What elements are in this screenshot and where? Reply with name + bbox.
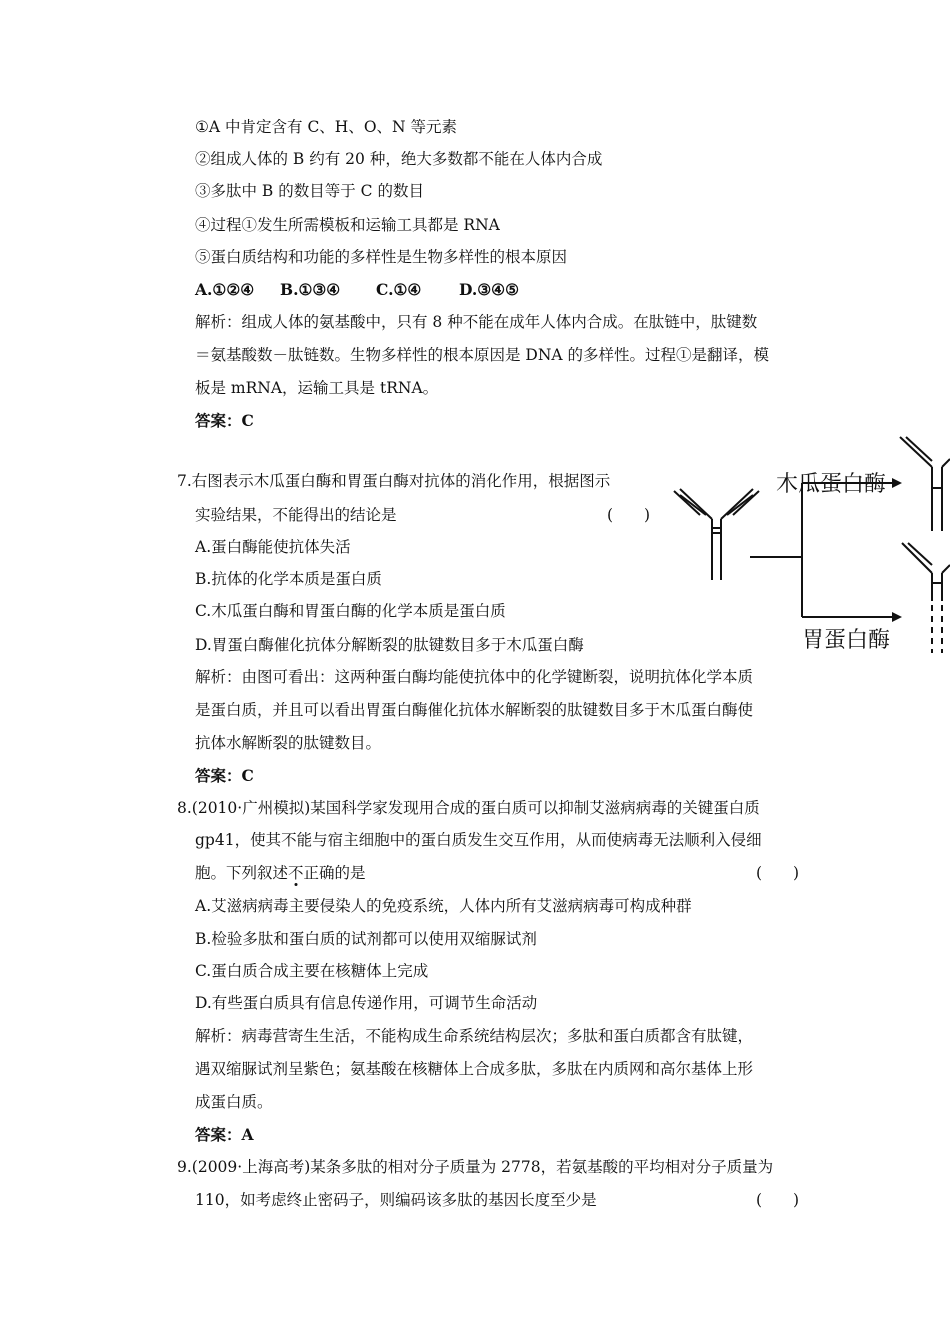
q7-option-b: B.抗体的化学本质是蛋白质 (195, 570, 382, 588)
q8-option-d: D.有些蛋白质具有信息传递作用，可调节生命活动 (195, 994, 538, 1012)
q9-stem-line-1: 9.(2009·上海高考)某条多肽的相对分子质量为 2778，若氨基酸的平均相对分子质量为 (177, 1158, 774, 1176)
q7-analysis-line-1: 解析：由图可看出：这两种蛋白酶均能使抗体中的化学键断裂，说明抗体化学本质 (195, 668, 754, 686)
q7-option-c: C.木瓜蛋白酶和胃蛋白酶的化学本质是蛋白质 (195, 602, 506, 620)
label-pepsin: 胃蛋白酶 (802, 628, 891, 653)
q9-stem-line-2: 110，如考虑终止密码子，则编码该多肽的基因长度至少是 (195, 1191, 597, 1209)
q8-option-b: B.检验多肽和蛋白质的试剂都可以使用双缩脲试剂 (195, 930, 537, 948)
q6-analysis-line-2: ＝氨基酸数－肽链数。生物多样性的根本原因是 DNA 的多样性。过程①是翻译，模 (195, 346, 770, 364)
q7-stem-line-2: 实验结果，不能得出的结论是 (195, 506, 397, 524)
q7-option-d: D.胃蛋白酶催化抗体分解断裂的肽键数目多于木瓜蛋白酶 (195, 636, 584, 654)
q9-answer-paren: ( ) (756, 1191, 800, 1209)
q8-option-a: A.艾滋病病毒主要侵染人的免疫系统，人体内所有艾滋病病毒可构成种群 (195, 897, 692, 915)
q7-answer-paren: ( ) (607, 506, 651, 524)
label-papain: 木瓜蛋白酶 (776, 472, 887, 497)
statement-4: ④过程①发生所需模板和运输工具都是 RNA (195, 216, 500, 234)
q8-stem-text-b: 正确的是 (303, 864, 366, 882)
statement-5: ⑤蛋白质结构和功能的多样性是生物多样性的根本原因 (195, 248, 568, 266)
q8-analysis-line-2: 遇双缩脲试剂呈紫色；氨基酸在核糖体上合成多肽，多肽在内质网和高尔基体上形 (195, 1060, 754, 1078)
q6-option-c: C.①④ (376, 280, 422, 299)
q6-option-b: B.①③④ (280, 280, 341, 299)
q6-option-d: D.③④⑤ (459, 280, 519, 299)
q7-answer: 答案：C (195, 766, 254, 785)
q7-analysis-line-3: 抗体水解断裂的肽键数目。 (195, 734, 382, 752)
q6-analysis-line-1: 解析：组成人体的氨基酸中，只有 8 种不能在成年人体内合成。在肽链中，肽键数 (195, 313, 758, 331)
q8-answer: 答案：A (195, 1125, 254, 1144)
statement-1: ①A 中肯定含有 C、H、O、N 等元素 (195, 118, 458, 136)
q7-stem-line-1: 7.右图表示木瓜蛋白酶和胃蛋白酶对抗体的消化作用，根据图示 (177, 472, 611, 490)
q7-option-a: A.蛋白酶能使抗体失活 (195, 538, 351, 556)
q6-answer: 答案：C (195, 411, 254, 430)
statement-2: ②组成人体的 B 约有 20 种，绝大多数都不能在人体内合成 (195, 150, 603, 168)
q8-answer-paren: ( ) (756, 864, 800, 882)
q8-stem-line-3 (195, 863, 366, 883)
q8-stem-line-2: gp41，使其不能与宿主细胞中的蛋白质发生交互作用，从而使病毒无法顺利入侵细 (195, 831, 762, 849)
q8-stem-line-1: 8.(2010·广州模拟)某国科学家发现用合成的蛋白质可以抑制艾滋病病毒的关键蛋白质 (177, 799, 760, 817)
q8-analysis-line-3: 成蛋白质。 (195, 1093, 273, 1111)
q6-analysis-line-3: 板是 mRNA，运输工具是 tRNA。 (195, 379, 439, 397)
antibody-digestion-figure (670, 433, 950, 653)
q8-stem-text-a: 胞。下列叙述 (195, 864, 289, 882)
q7-analysis-line-2: 是蛋白质，并且可以看出胃蛋白酶催化抗体水解断裂的肽键数目多于木瓜蛋白酶使 (195, 701, 754, 719)
q8-option-c: C.蛋白质合成主要在核糖体上完成 (195, 962, 429, 980)
emphasis-dot-char: 不 (288, 864, 304, 882)
q6-option-a: A.①②④ (195, 280, 255, 299)
q8-analysis-line-1: 解析：病毒营寄生生活，不能构成生命系统结构层次；多肽和蛋白质都含有肽键， (195, 1027, 754, 1045)
statement-3: ③多肽中 B 的数目等于 C 的数目 (195, 182, 424, 200)
